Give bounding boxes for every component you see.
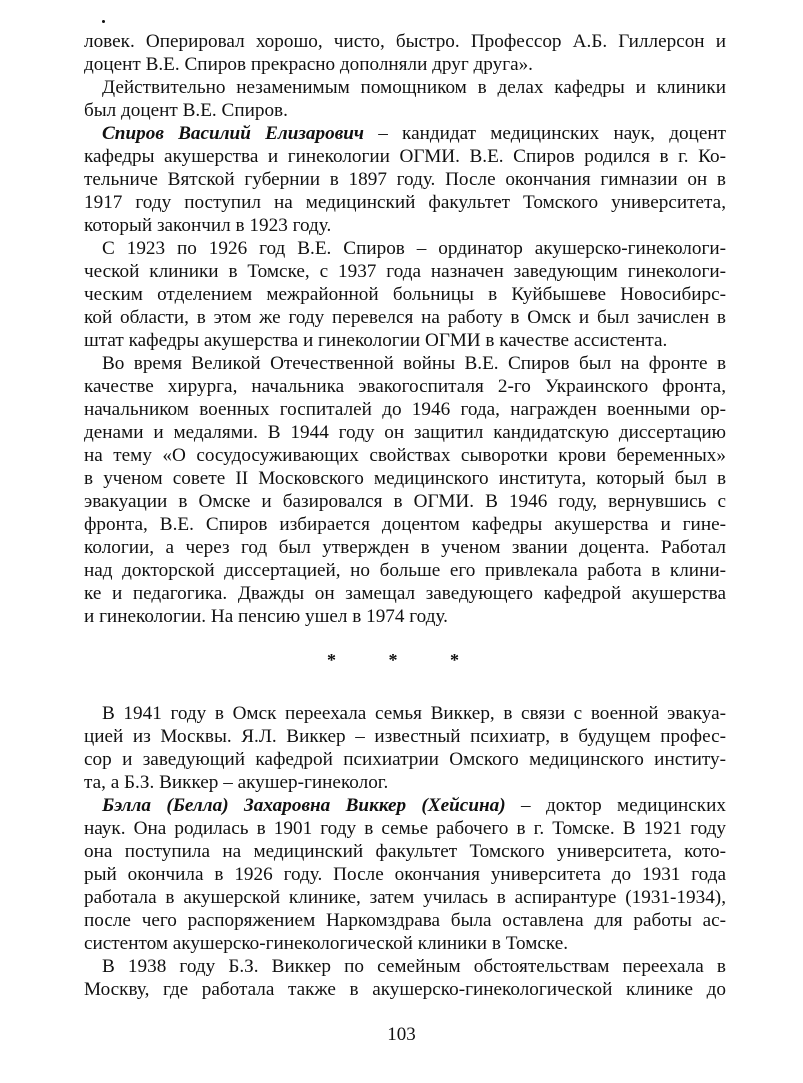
text-line [84, 329, 726, 352]
line-text: который закончил в 1923 году. [84, 215, 332, 236]
line-text: качестве хирурга, начальника эвакогоспиталя 2-го Украинского фронта, [84, 376, 726, 397]
text-line [84, 214, 726, 237]
text-line [84, 168, 726, 191]
line-text: доцент В.Е. Спиров прекрасно дополняли друг друга». [84, 54, 533, 75]
line-text: штат кафедры акушерства и гинекологии ОГМИ в качестве ассистента. [84, 330, 668, 351]
line-text: кой области, в этом же году перевелся на работу в Омск и был зачислен в [84, 307, 726, 328]
line-text: был доцент В.Е. Спиров. [84, 100, 288, 121]
text-line [84, 794, 726, 817]
text-line [84, 725, 726, 748]
line-text: – доктор медицинских [505, 795, 726, 816]
text-line [84, 771, 726, 794]
line-text: – кандидат медицинских наук, доцент [364, 123, 726, 144]
text-line [84, 932, 726, 955]
line-text: С 1923 по 1926 год В.Е. Спиров – ординатор акушерско-гинекологи- [102, 238, 726, 259]
text-line [84, 306, 726, 329]
line-text: 1917 году поступил на медицинский факультет Томского университета, [84, 192, 726, 213]
line-text: В 1941 году в Омск переехала семья Виккер, в связи с военной эвакуа- [102, 703, 726, 724]
line-text: эвакуации в Омске и базировался в ОГМИ. В 1946 году, вернувшись с [84, 491, 726, 512]
text-line [84, 99, 726, 122]
line-text: над докторской диссертацией, но больше его привлекала работа в клини- [84, 560, 726, 581]
line-text: кафедры акушерства и гинекологии ОГМИ. В.Е. Спиров родился в г. Ко- [84, 146, 726, 167]
text-line [84, 467, 726, 490]
text-line [84, 582, 726, 605]
line-text: тельниче Вятской губернии в 1897 году. После окончания гимназии он в [84, 169, 726, 190]
text-line [84, 605, 726, 628]
text-block-spirov [84, 30, 726, 628]
text-line [84, 863, 726, 886]
text-line [84, 352, 726, 375]
line-text: наук. Она родилась в 1901 году в семье рабочего в г. Томске. В 1921 году [84, 818, 726, 839]
line-text: фронта, В.Е. Спиров избирается доцентом кафедры акушерства и гине- [84, 514, 726, 535]
line-text: цией из Москвы. Я.Л. Виккер – известный психиатр, в будущем профес- [84, 726, 726, 747]
line-text: Во время Великой Отечественной войны В.Е. Спиров был на фронте в [102, 353, 726, 374]
text-line [84, 490, 726, 513]
text-line [84, 559, 726, 582]
line-text: в ученом совете II Московского медицинского института, который был в [84, 468, 726, 489]
person-name-heading: Спиров Василий Елизарович [102, 123, 365, 144]
text-line [84, 909, 726, 932]
line-text: Москву, где работала также в акушерско-гинекологической клинике до [84, 979, 726, 1000]
text-line [84, 955, 726, 978]
text-line [84, 421, 726, 444]
text-line [84, 260, 726, 283]
page-number: 103 [387, 1024, 416, 1045]
line-text: она поступила на медицинский факультет Томского университета, кото- [84, 841, 726, 862]
section-separator: * * * [327, 650, 483, 670]
text-line [84, 886, 726, 909]
text-line [84, 53, 726, 76]
line-text: начальником военных госпиталей до 1946 года, награжден военными ор- [84, 399, 726, 420]
line-text: ческим отделением межрайонной больницы в Куйбышеве Новосибирс- [84, 284, 726, 305]
line-text: ческой клиники в Томске, с 1937 года назначен заведующим гинекологи- [84, 261, 726, 282]
line-text: В 1938 году Б.З. Виккер по семейным обстоятельствам переехала в [102, 956, 726, 977]
line-text: систентом акушерско-гинекологической клиники в Томске. [84, 933, 569, 954]
text-line [84, 237, 726, 260]
text-line [84, 145, 726, 168]
page-body [84, 30, 726, 1000]
text-line [84, 536, 726, 559]
text-line [84, 444, 726, 467]
text-line [84, 817, 726, 840]
line-text: рый окончила в 1926 году. После окончания университета до 1931 года [84, 864, 726, 885]
text-line [84, 513, 726, 536]
text-line [84, 702, 726, 725]
text-line [84, 122, 726, 145]
line-text: и гинекологии. На пенсию ушел в 1974 году. [84, 606, 448, 627]
line-text: денами и медалями. В 1944 году он защитил кандидатскую диссертацию [84, 422, 726, 443]
line-text: ловек. Оперировал хорошо, чисто, быстро. Профессор А.Б. Гиллерсон и [84, 31, 726, 52]
line-text: после чего распоряжением Наркомздрава была оставлена для работы ас- [84, 910, 726, 931]
line-text: та, а Б.З. Виккер – акушер-гинеколог. [84, 772, 389, 793]
text-line [84, 978, 726, 1001]
text-line [84, 375, 726, 398]
text-line [84, 398, 726, 421]
text-line [84, 30, 726, 53]
line-text: работала в акушерской клинике, затем училась в аспирантуре (1931-1934), [84, 887, 726, 908]
person-name-heading: Бэлла (Белла) Захаровна Виккер (Хейсина) [102, 795, 506, 816]
text-line [84, 840, 726, 863]
line-text: кологии, а через год был утвержден в ученом звании доцента. Работал [84, 537, 726, 558]
text-block-vikker [84, 702, 726, 1001]
line-text: ке и педагогика. Дважды он замещал заведующего кафедрой акушерства [84, 583, 726, 604]
line-text: Действительно незаменимым помощником в делах кафедры и клиники [102, 77, 726, 98]
line-text: сор и заведующий кафедрой психиатрии Омского медицинского институ- [84, 749, 726, 770]
text-line [84, 76, 726, 99]
text-line [84, 748, 726, 771]
text-line [84, 283, 726, 306]
text-line [84, 191, 726, 214]
line-text: на тему «О сосудосуживающих свойствах сыворотки крови беременных» [84, 445, 726, 466]
stray-dot [102, 20, 105, 23]
